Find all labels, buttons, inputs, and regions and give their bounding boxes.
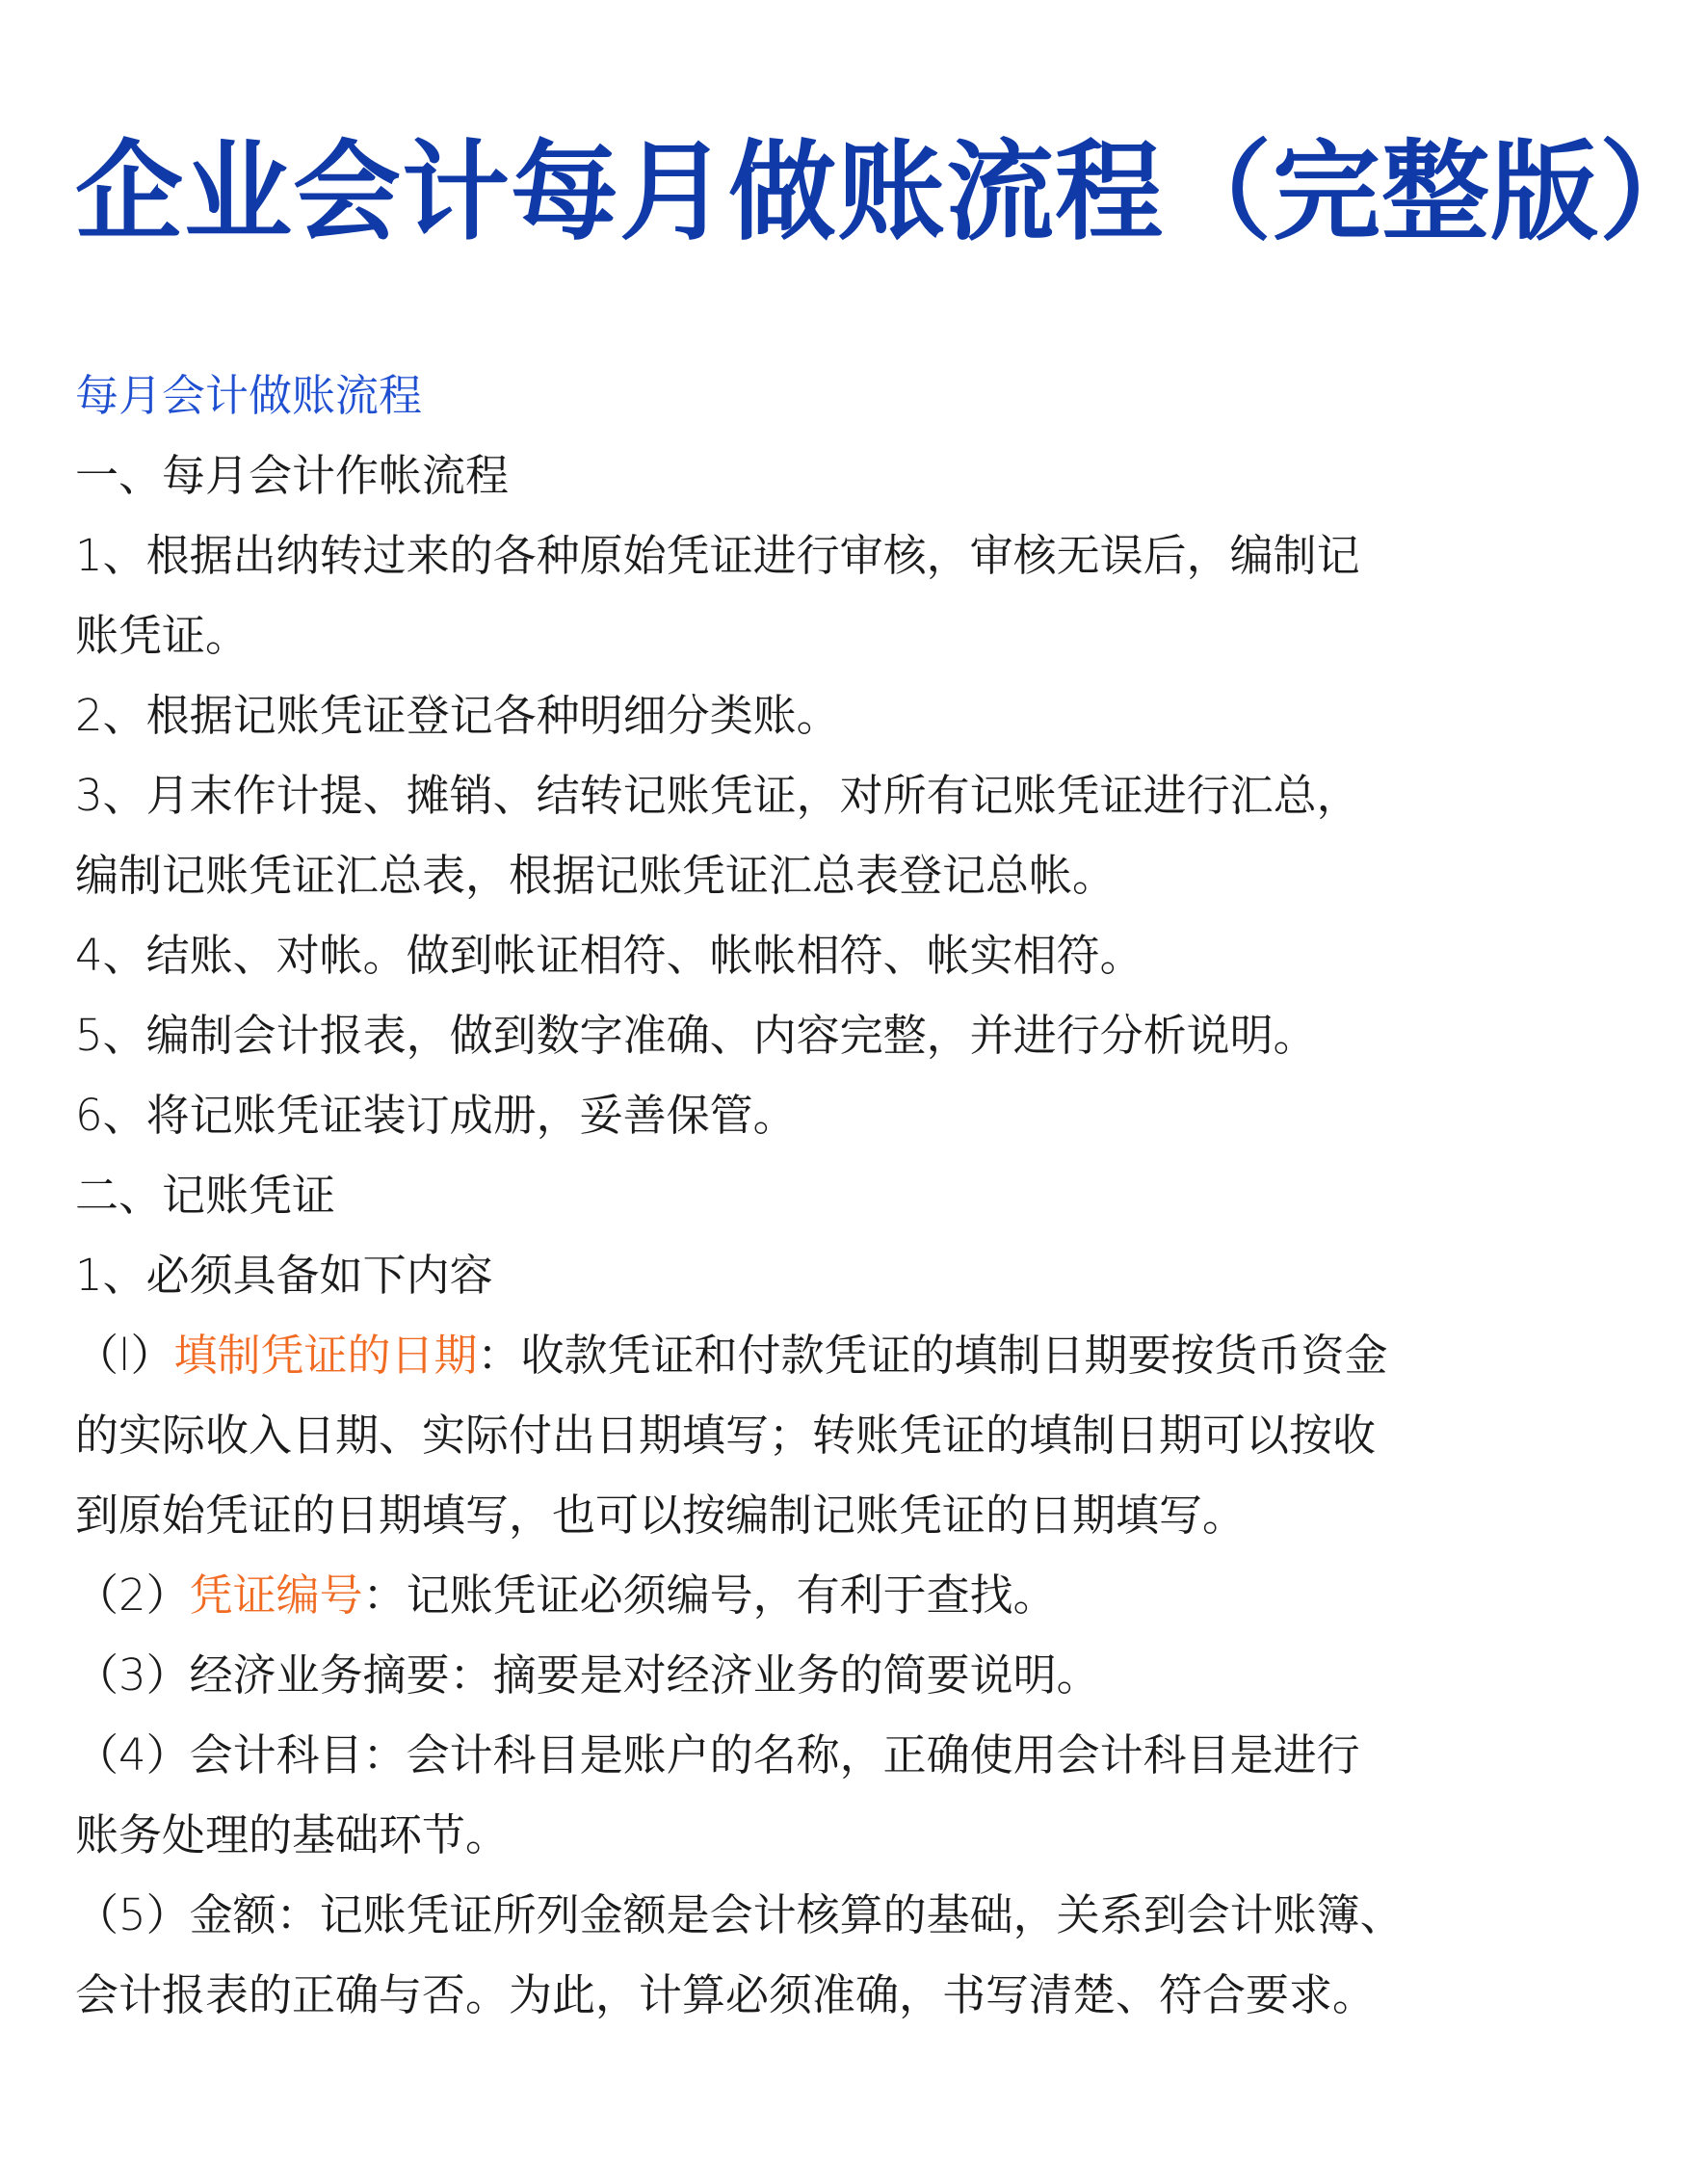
p2-term-highlight: 凭证编号	[189, 1569, 363, 1621]
section2-p2	[75, 1555, 1472, 1635]
section1-item4: 4、结账、对帐。做到帐证相符、帐帐相符、帐实相符。	[75, 930, 1143, 981]
p2-prefix: （2）	[75, 1569, 190, 1621]
page-title: 企业会计每月做账流程（完整版）	[75, 130, 1708, 255]
section2-p4-line2: 账务处理的基础环节。	[75, 1809, 510, 1860]
section2-p1-line1	[75, 1315, 1472, 1395]
section2-p5-line1: （5）金额：记账凭证所列金额是会计核算的基础，关系到会计账簿、	[75, 1889, 1404, 1940]
document-body	[75, 356, 1472, 2035]
section1-item6: 6、将记账凭证装订成册，妥善保管。	[75, 1090, 797, 1141]
section1-item1-line2: 账凭证。	[75, 610, 250, 661]
subtitle: 每月会计做账流程	[75, 370, 423, 421]
p1-term-highlight: 填制凭证的日期	[173, 1330, 478, 1381]
section2-heading: 二、记账凭证	[75, 1170, 336, 1221]
section2-p1-line3: 到原始凭证的日期填写，也可以按编制记账凭证的日期填写。	[75, 1490, 1247, 1541]
p1-prefix: （l）	[75, 1330, 174, 1381]
section1-item3-line1: 3、月末作计提、摊销、结转记账凭证，对所有记账凭证进行汇总，	[75, 770, 1360, 821]
section2-p5-line2: 会计报表的正确与否。为此，计算必须准确，书写清楚、符合要求。	[75, 1969, 1377, 2020]
section2-p1-line2: 的实际收入日期、实际付出日期填写；转账凭证的填制日期可以按收	[75, 1410, 1377, 1461]
section1-item3-line2: 编制记账凭证汇总表，根据记账凭证汇总表登记总帐。	[75, 850, 1117, 901]
section2-p4-line1: （4）会计科目：会计科目是账户的名称，正确使用会计科目是进行	[75, 1729, 1360, 1781]
section2-p3: （3）经济业务摘要：摘要是对经济业务的简要说明。	[75, 1649, 1100, 1701]
section2-sub1: 1、必须具备如下内容	[75, 1250, 493, 1301]
p1-rest: ：收款凭证和付款凭证的填制日期要按货币资金	[477, 1330, 1388, 1381]
p2-rest: ：记账凭证必须编号，有利于查找。	[362, 1569, 1057, 1621]
section1-item1-line1: 1、根据出纳转过来的各种原始凭证进行审核，审核无误后，编制记	[75, 530, 1360, 581]
section1-heading: 一、每月会计作帐流程	[75, 450, 510, 501]
section1-item5: 5、编制会计报表，做到数字准确、内容完整，并进行分析说明。	[75, 1010, 1317, 1061]
section1-item2: 2、根据记账凭证登记各种明细分类账。	[75, 690, 840, 741]
